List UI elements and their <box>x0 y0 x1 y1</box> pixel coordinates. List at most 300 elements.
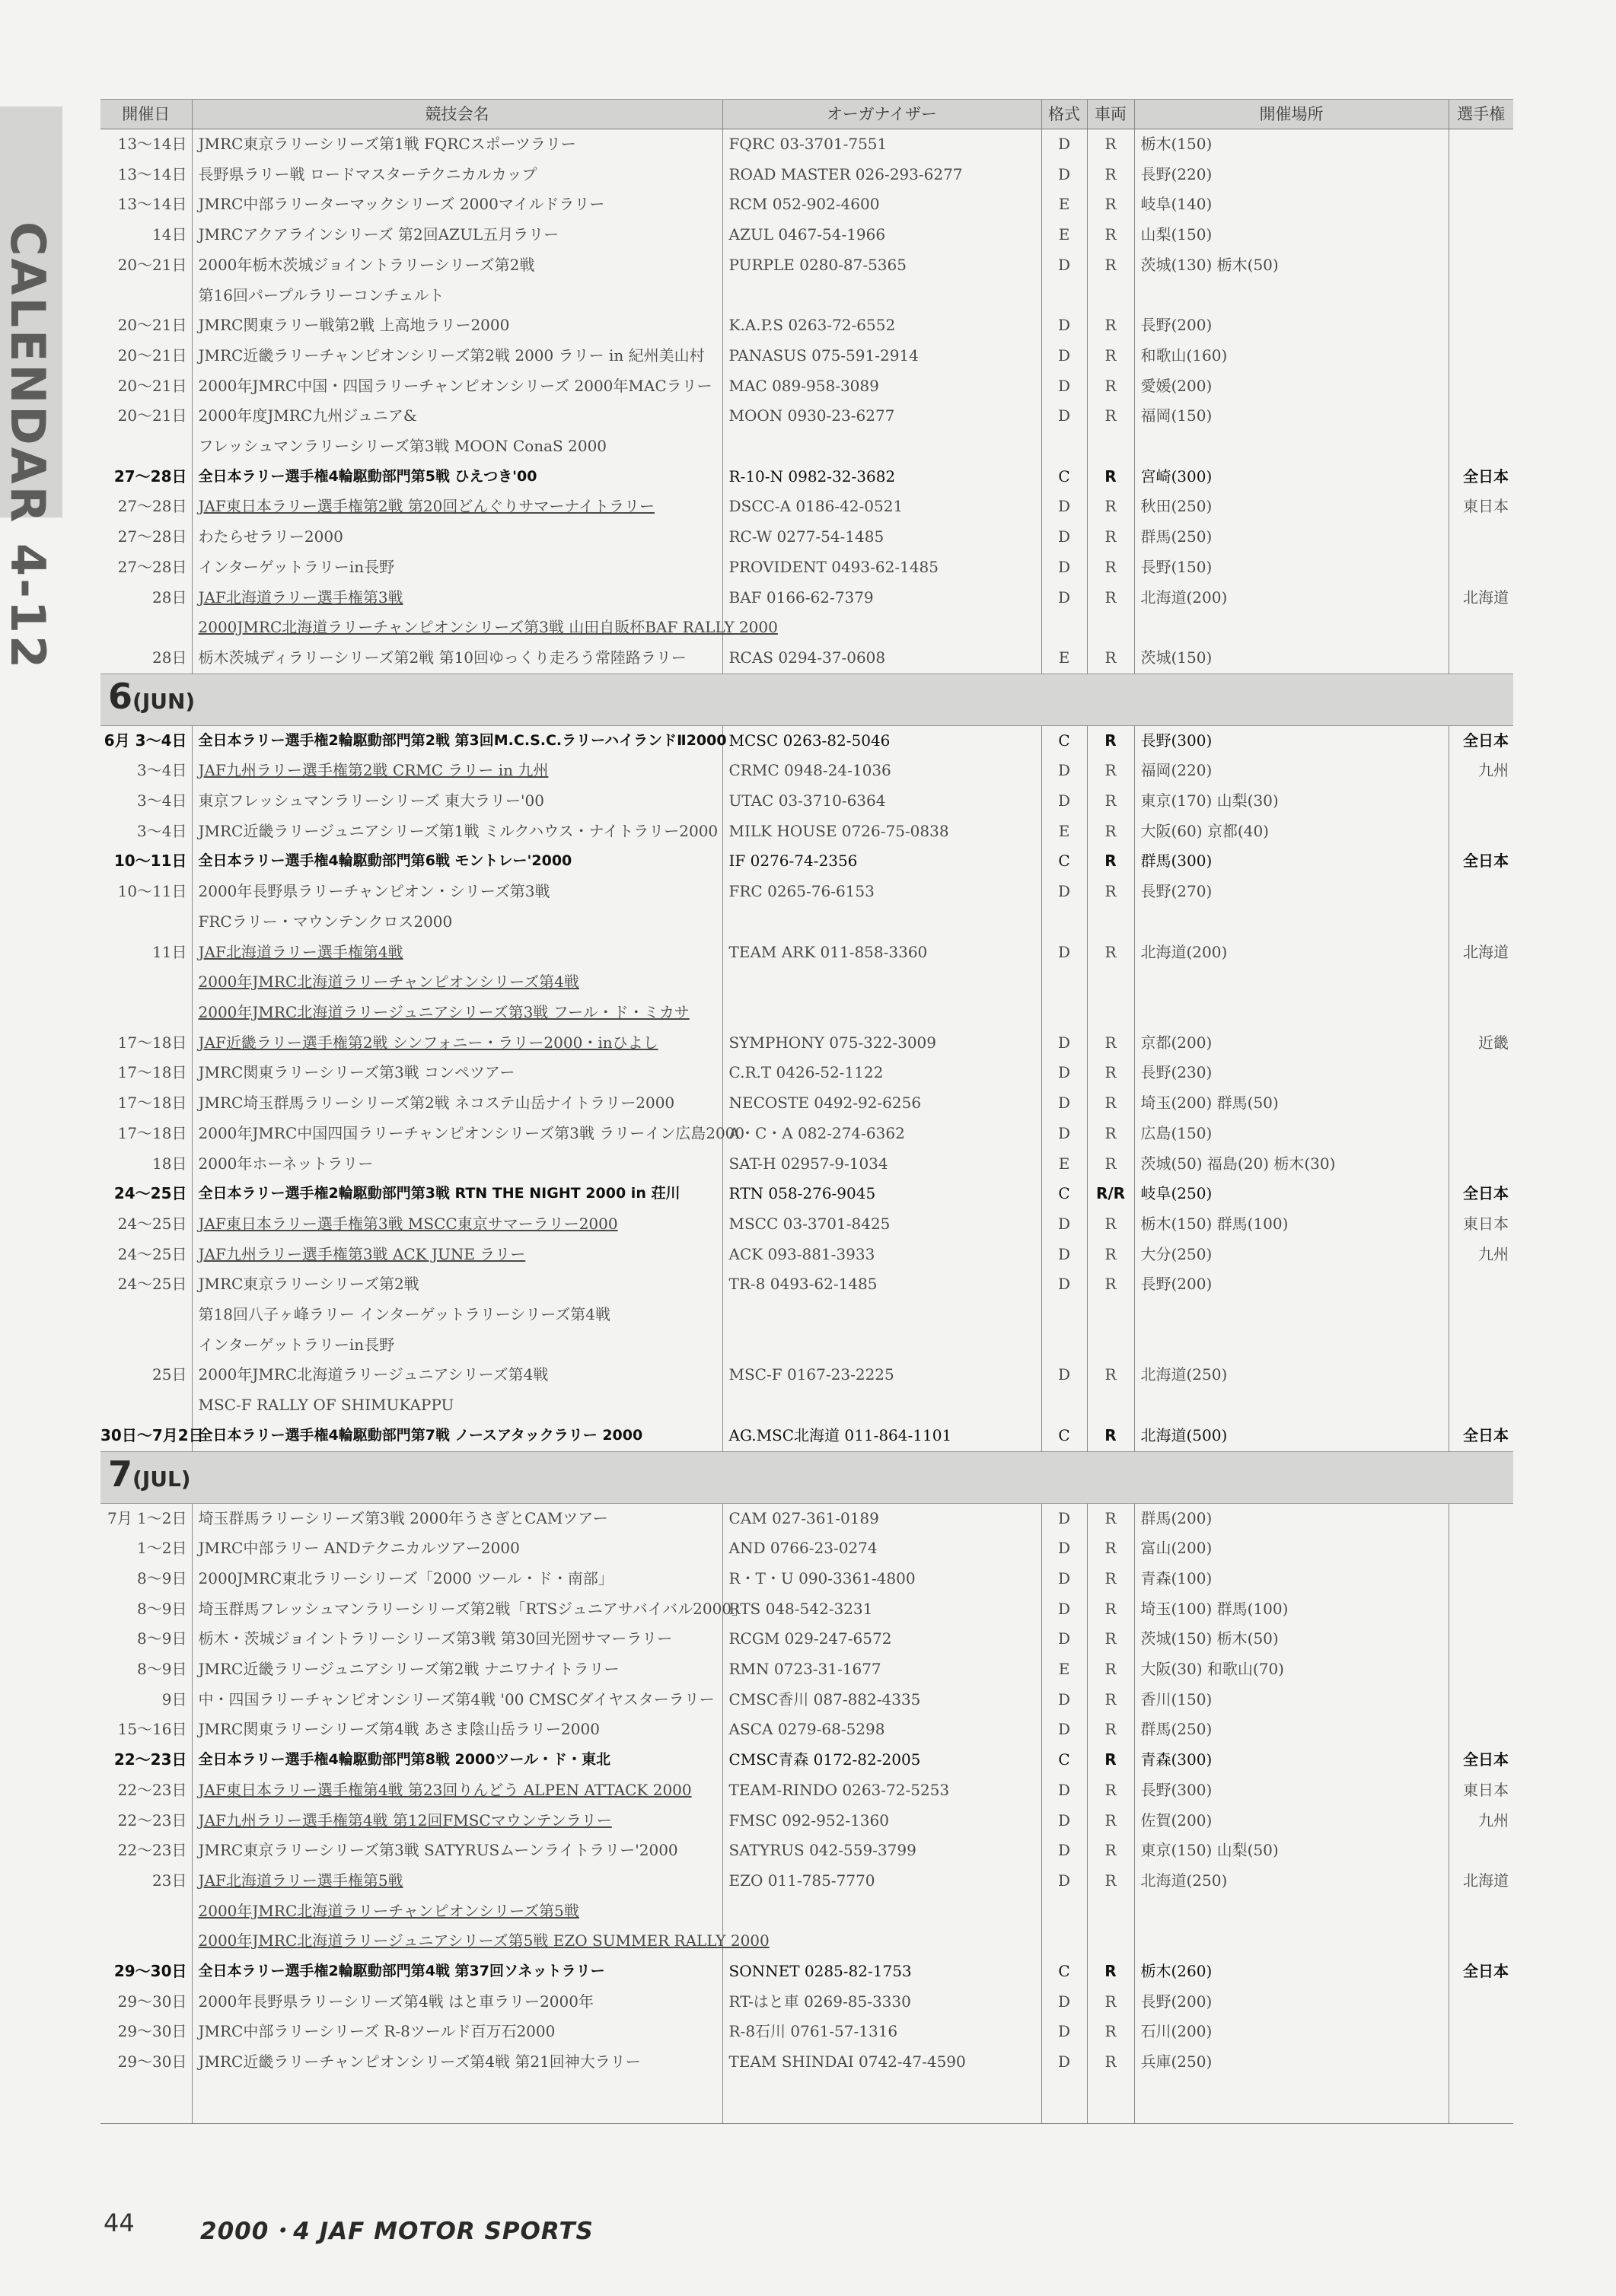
header-championship: 選手権 <box>1449 100 1513 129</box>
organizer-cell <box>722 1330 1041 1361</box>
organizer-cell <box>722 1926 1041 1957</box>
vehicle-cell <box>1087 1330 1134 1361</box>
date-cell: 27～28日 <box>117 527 187 546</box>
event-name-cell: 2000年JMRC北海道ラリーチャンピオンシリーズ第4戦 <box>192 967 722 998</box>
table-row <box>100 643 1513 674</box>
event-name-cell: 栃木茨城ディラリーシリーズ第2戦 第10回ゆっくり走ろう常陸路ラリー <box>192 643 722 674</box>
date-cell: 3～4日 <box>137 761 187 780</box>
table-row <box>100 725 1513 756</box>
organizer-cell: FMSC 092-952-1360 <box>722 1806 1041 1836</box>
format-cell: D <box>1041 1533 1087 1564</box>
sidebar-label: CALENDAR 4-12 <box>0 221 56 671</box>
date-cell: 30日～7月2日 <box>100 1425 204 1444</box>
date-cell: 22～23日 <box>117 1780 187 1799</box>
date-cell <box>100 1300 192 1330</box>
organizer-cell: BAF 0166-62-7379 <box>722 583 1041 613</box>
event-name-cell: JAF北海道ラリー選手権第3戦 <box>192 583 722 613</box>
event-name-cell: 2000年長野県ラリーチャンピオン・シリーズ第3戦 <box>192 877 722 907</box>
event-name-cell: 2000年度JMRC九州ジュニア& <box>192 401 722 431</box>
format-cell: D <box>1041 341 1087 371</box>
vehicle-cell: R <box>1087 817 1134 847</box>
format-cell: D <box>1041 1028 1087 1059</box>
organizer-cell <box>722 907 1041 938</box>
event-name-cell: 東京フレッシュマンラリーシリーズ 東大ラリー'00 <box>192 786 722 817</box>
organizer-cell: MCSC 0263-82-5046 <box>722 725 1041 756</box>
vehicle-cell: R <box>1087 583 1134 613</box>
table-header-row <box>100 100 1513 129</box>
venue-cell: 北海道(200) <box>1134 938 1449 968</box>
vehicle-cell: R <box>1087 1957 1134 1987</box>
vehicle-cell: R <box>1087 341 1134 371</box>
championship-cell <box>1449 643 1513 674</box>
championship-cell: 北海道 <box>1449 583 1513 613</box>
venue-cell: 東京(150) 山梨(50) <box>1134 1836 1449 1866</box>
event-name-cell: わたらせラリー2000 <box>192 522 722 553</box>
table-row <box>100 1836 1513 1866</box>
organizer-cell: MSC-F 0167-23-2225 <box>722 1360 1041 1390</box>
event-name-cell: 2000年ホーネットラリー <box>192 1149 722 1180</box>
event-name-cell: 長野県ラリー戦 ロードマスターテクニカルカップ <box>192 160 722 190</box>
venue-cell: 長野(230) <box>1134 1058 1449 1088</box>
table-row <box>100 1503 1513 1533</box>
championship-cell: 全日本 <box>1449 1421 1513 1451</box>
championship-cell: 全日本 <box>1449 1179 1513 1209</box>
table-row <box>100 1028 1513 1059</box>
calendar-sidebar-tab <box>0 107 62 671</box>
organizer-cell: TEAM ARK 011-858-3360 <box>722 938 1041 968</box>
venue-cell: 東京(170) 山梨(30) <box>1134 786 1449 817</box>
championship-cell: 九州 <box>1449 1240 1513 1270</box>
championship-cell: 全日本 <box>1449 846 1513 877</box>
championship-cell <box>1449 310 1513 341</box>
vehicle-cell: R <box>1087 2017 1134 2047</box>
vehicle-cell: R <box>1087 553 1134 583</box>
event-name-cell: JAF東日本ラリー選手権第3戦 MSCC東京サマーラリー2000 <box>192 1209 722 1240</box>
organizer-cell: FQRC 03-3701-7551 <box>722 129 1041 160</box>
championship-cell <box>1449 1503 1513 1533</box>
vehicle-cell: R <box>1087 250 1134 281</box>
organizer-cell <box>722 1896 1041 1927</box>
organizer-cell <box>722 281 1041 311</box>
event-name-cell: FRCラリー・マウンテンクロス2000 <box>192 907 722 938</box>
table-row <box>100 786 1513 817</box>
venue-cell: 長野(200) <box>1134 1269 1449 1300</box>
table-row <box>100 1149 1513 1180</box>
page-number: 44 <box>104 2208 135 2237</box>
organizer-cell: R・T・U 090-3361-4800 <box>722 1564 1041 1594</box>
venue-cell: 北海道(500) <box>1134 1421 1449 1451</box>
vehicle-cell: R <box>1087 1088 1134 1119</box>
event-name-cell: 2000年JMRC中国・四国ラリーチャンピオンシリーズ 2000年MACラリー <box>192 371 722 402</box>
event-name-cell: 第16回パープルラリーコンチェルト <box>192 281 722 311</box>
date-cell: 24～25日 <box>117 1275 187 1294</box>
championship-cell <box>1449 553 1513 583</box>
organizer-cell: PANASUS 075-591-2914 <box>722 341 1041 371</box>
championship-cell: 全日本 <box>1449 725 1513 756</box>
vehicle-cell: R <box>1087 401 1134 431</box>
table-row <box>100 220 1513 250</box>
event-name-cell: JMRC関東ラリー戦第2戦 上高地ラリー2000 <box>192 310 722 341</box>
format-cell: E <box>1041 220 1087 250</box>
table-row <box>100 1390 1513 1421</box>
date-cell <box>100 1390 192 1421</box>
table-row <box>100 401 1513 431</box>
format-cell: D <box>1041 553 1087 583</box>
format-cell: D <box>1041 522 1087 553</box>
event-name-cell: JMRC近畿ラリーチャンピオンシリーズ第4戦 第21回神大ラリー <box>192 2047 722 2078</box>
month-number: 6 <box>108 675 133 717</box>
vehicle-cell: R <box>1087 1866 1134 1896</box>
vehicle-cell <box>1087 281 1134 311</box>
event-name-cell: JAF東日本ラリー選手権第2戦 第20回どんぐりサマーナイトラリー <box>192 492 722 522</box>
venue-cell <box>1134 998 1449 1028</box>
organizer-cell: K.A.P.S 0263-72-6552 <box>722 310 1041 341</box>
championship-cell <box>1449 877 1513 907</box>
table-row <box>100 1987 1513 2017</box>
event-name-cell: JMRC近畿ラリージュニアシリーズ第2戦 ナニワナイトラリー <box>192 1654 722 1685</box>
venue-cell: 富山(200) <box>1134 1533 1449 1564</box>
venue-cell: 埼玉(100) 群馬(100) <box>1134 1594 1449 1625</box>
championship-cell <box>1449 1896 1513 1927</box>
month-number: 7 <box>108 1453 133 1495</box>
vehicle-cell <box>1087 613 1134 643</box>
organizer-cell <box>722 1390 1041 1421</box>
format-cell <box>1041 1390 1087 1421</box>
event-name-cell: インターゲットラリーin長野 <box>192 553 722 583</box>
vehicle-cell: R <box>1087 160 1134 190</box>
vehicle-cell <box>1087 907 1134 938</box>
championship-cell <box>1449 431 1513 462</box>
date-cell: 10～11日 <box>113 852 187 871</box>
table-row <box>100 1240 1513 1270</box>
event-name-cell: JMRC近畿ラリージュニアシリーズ第1戦 ミルクハウス・ナイトラリー2000 <box>192 817 722 847</box>
table-row <box>100 1360 1513 1390</box>
vehicle-cell: R <box>1087 310 1134 341</box>
date-cell: 17～18日 <box>117 1094 187 1113</box>
venue-cell: 愛媛(200) <box>1134 371 1449 402</box>
event-name-cell: JMRC中部ラリーターマックシリーズ 2000マイルドラリー <box>192 189 722 220</box>
vehicle-cell: R <box>1087 1119 1134 1149</box>
vehicle-cell <box>1087 967 1134 998</box>
table-row <box>100 1957 1513 1987</box>
championship-cell: 近畿 <box>1449 1028 1513 1059</box>
championship-cell <box>1449 1360 1513 1390</box>
format-cell: D <box>1041 1715 1087 1745</box>
table-row <box>100 1119 1513 1149</box>
organizer-cell: RMN 0723-31-1677 <box>722 1654 1041 1685</box>
table-row <box>100 1088 1513 1119</box>
format-cell: D <box>1041 371 1087 402</box>
event-name-cell: JAF北海道ラリー選手権第5戦 <box>192 1866 722 1896</box>
date-cell: 17～18日 <box>117 1063 187 1082</box>
date-cell: 24～25日 <box>117 1244 187 1263</box>
event-name-cell: 2000年栃木茨城ジョイントラリーシリーズ第2戦 <box>192 250 722 281</box>
organizer-cell: RTS 048-542-3231 <box>722 1594 1041 1625</box>
format-cell: E <box>1041 1149 1087 1180</box>
event-name-cell: 栃木・茨城ジョイントラリーシリーズ第3戦 第30回光圀サマーラリー <box>192 1624 722 1654</box>
vehicle-cell: R <box>1087 1775 1134 1806</box>
table-row <box>100 1179 1513 1209</box>
date-cell: 28日 <box>152 648 187 667</box>
event-name-cell: 埼玉群馬ラリーシリーズ第3戦 2000年うさぎとCAMツアー <box>192 1503 722 1533</box>
organizer-cell: FRC 0265-76-6153 <box>722 877 1041 907</box>
empty-cell <box>192 2078 722 2124</box>
championship-cell: 東日本 <box>1449 1209 1513 1240</box>
championship-cell <box>1449 522 1513 553</box>
event-name-cell: インターゲットラリーin長野 <box>192 1330 722 1361</box>
venue-cell <box>1134 1390 1449 1421</box>
table-row <box>100 1896 1513 1927</box>
table-row <box>100 281 1513 311</box>
table-row <box>100 1058 1513 1088</box>
table-row <box>100 938 1513 968</box>
organizer-cell: CAM 027-361-0189 <box>722 1503 1041 1533</box>
vehicle-cell: R <box>1087 189 1134 220</box>
venue-cell: 栃木(260) <box>1134 1957 1449 1987</box>
format-cell: D <box>1041 877 1087 907</box>
date-cell: 25日 <box>152 1365 187 1384</box>
championship-cell: 全日本 <box>1449 1745 1513 1775</box>
organizer-cell: EZO 011-785-7770 <box>722 1866 1041 1896</box>
date-cell: 20～21日 <box>117 346 187 365</box>
venue-cell: 栃木(150) 群馬(100) <box>1134 1209 1449 1240</box>
format-cell <box>1041 1330 1087 1361</box>
date-cell <box>100 613 192 643</box>
organizer-cell: UTAC 03-3710-6364 <box>722 786 1041 817</box>
event-name-cell: 全日本ラリー選手権4輪駆動部門第6戦 モントレー'2000 <box>192 846 722 877</box>
rally-calendar-table <box>100 99 1513 2124</box>
vehicle-cell: R <box>1087 129 1134 160</box>
championship-cell <box>1449 817 1513 847</box>
organizer-cell: AND 0766-23-0274 <box>722 1533 1041 1564</box>
date-cell: 13～14日 <box>117 164 187 183</box>
vehicle-cell: R <box>1087 1269 1134 1300</box>
event-name-cell: JMRC東京ラリーシリーズ第3戦 SATYRUSムーンライトラリー'2000 <box>192 1836 722 1866</box>
championship-cell <box>1449 220 1513 250</box>
venue-cell: 京都(200) <box>1134 1028 1449 1059</box>
organizer-cell: RTN 058-276-9045 <box>722 1179 1041 1209</box>
venue-cell: 香川(150) <box>1134 1685 1449 1715</box>
event-name-cell: 全日本ラリー選手権4輪駆動部門第5戦 ひえつき'00 <box>192 462 722 492</box>
header-venue: 開催場所 <box>1134 100 1449 129</box>
vehicle-cell: R <box>1087 1209 1134 1240</box>
organizer-cell: DSCC-A 0186-42-0521 <box>722 492 1041 522</box>
vehicle-cell: R <box>1087 756 1134 786</box>
vehicle-cell <box>1087 1390 1134 1421</box>
organizer-cell: RCM 052-902-4600 <box>722 189 1041 220</box>
vehicle-cell: R <box>1087 846 1134 877</box>
table-row <box>100 1806 1513 1836</box>
organizer-cell: ACK 093-881-3933 <box>722 1240 1041 1270</box>
championship-cell: 九州 <box>1449 1806 1513 1836</box>
format-cell: D <box>1041 1564 1087 1594</box>
event-name-cell: 2000年長野県ラリーシリーズ第4戦 はと車ラリー2000年 <box>192 1987 722 2017</box>
date-cell: 8～9日 <box>137 1568 187 1587</box>
event-name-cell: 2000年JMRC北海道ラリージュニアシリーズ第3戦 フール・ド・ミカサ <box>192 998 722 1028</box>
organizer-cell: RT-はと車 0269-85-3330 <box>722 1987 1041 2017</box>
table-row <box>100 1564 1513 1594</box>
championship-cell <box>1449 401 1513 431</box>
venue-cell: 福岡(220) <box>1134 756 1449 786</box>
championship-cell <box>1449 1987 1513 2017</box>
date-cell: 29～30日 <box>117 2052 187 2071</box>
date-cell: 23日 <box>152 1871 187 1890</box>
venue-cell <box>1134 1330 1449 1361</box>
venue-cell: 群馬(300) <box>1134 846 1449 877</box>
event-name-cell: 2000年JMRC北海道ラリーチャンピオンシリーズ第5戦 <box>192 1896 722 1927</box>
championship-cell <box>1449 1149 1513 1180</box>
championship-cell <box>1449 1058 1513 1088</box>
event-name-cell: JMRC近畿ラリーチャンピオンシリーズ第2戦 2000 ラリー in 紀州美山村 <box>192 341 722 371</box>
date-cell: 20～21日 <box>117 376 187 395</box>
date-cell <box>100 1896 192 1927</box>
championship-cell <box>1449 1300 1513 1330</box>
venue-cell: 長野(300) <box>1134 725 1449 756</box>
event-name-cell: JMRC関東ラリーシリーズ第3戦 コンペツアー <box>192 1058 722 1088</box>
organizer-cell: PROVIDENT 0493-62-1485 <box>722 553 1041 583</box>
vehicle-cell: R <box>1087 1058 1134 1088</box>
venue-cell: 長野(150) <box>1134 553 1449 583</box>
format-cell: D <box>1041 1594 1087 1625</box>
header-vehicle: 車両 <box>1087 100 1134 129</box>
format-cell <box>1041 281 1087 311</box>
vehicle-cell: R <box>1087 786 1134 817</box>
venue-cell: 大分(250) <box>1134 1240 1449 1270</box>
date-cell: 6月 3～4日 <box>104 731 187 750</box>
venue-cell: 大阪(30) 和歌山(70) <box>1134 1654 1449 1685</box>
format-cell: E <box>1041 643 1087 674</box>
vehicle-cell: R <box>1087 2047 1134 2078</box>
championship-cell <box>1449 2047 1513 2078</box>
format-cell: C <box>1041 1745 1087 1775</box>
date-cell: 28日 <box>152 588 187 607</box>
table-row <box>100 189 1513 220</box>
date-cell: 17～18日 <box>117 1123 187 1142</box>
event-name-cell: JMRC中部ラリー ANDテクニカルツアー2000 <box>192 1533 722 1564</box>
month-header <box>100 674 1513 725</box>
date-cell: 7月 1～2日 <box>107 1508 187 1527</box>
championship-cell <box>1449 1654 1513 1685</box>
date-cell: 29～30日 <box>117 1992 187 2011</box>
event-name-cell: 2000JMRC東北ラリーシリーズ「2000 ツール・ド・南部」 <box>192 1564 722 1594</box>
table-row <box>100 1745 1513 1775</box>
vehicle-cell: R <box>1087 938 1134 968</box>
header-format: 格式 <box>1041 100 1087 129</box>
event-name-cell: JAF九州ラリー選手権第4戦 第12回FMSCマウンテンラリー <box>192 1806 722 1836</box>
organizer-cell <box>722 998 1041 1028</box>
organizer-cell: MAC 089-958-3089 <box>722 371 1041 402</box>
event-name-cell: JMRC東京ラリーシリーズ第1戦 FQRCスポーツラリー <box>192 129 722 160</box>
championship-cell: 北海道 <box>1449 1866 1513 1896</box>
format-cell: D <box>1041 2047 1087 2078</box>
event-name-cell: JMRC中部ラリーシリーズ R-8ツールド百万石2000 <box>192 2017 722 2047</box>
table-row <box>100 371 1513 402</box>
month-header <box>100 1451 1513 1503</box>
organizer-cell: CRMC 0948-24-1036 <box>722 756 1041 786</box>
organizer-cell: AG.MSC北海道 011-864-1101 <box>722 1421 1041 1451</box>
date-cell: 22～23日 <box>113 1750 187 1769</box>
championship-cell <box>1449 1685 1513 1715</box>
organizer-cell: TR-8 0493-62-1485 <box>722 1269 1041 1300</box>
date-cell: 27～28日 <box>117 557 187 576</box>
championship-cell <box>1449 1836 1513 1866</box>
vehicle-cell: R <box>1087 220 1134 250</box>
vehicle-cell <box>1087 1896 1134 1927</box>
vehicle-cell: R <box>1087 1421 1134 1451</box>
format-cell <box>1041 1926 1087 1957</box>
vehicle-cell <box>1087 1300 1134 1330</box>
vehicle-cell: R <box>1087 522 1134 553</box>
organizer-cell: A・C・A 082-274-6362 <box>722 1119 1041 1149</box>
format-cell: D <box>1041 1119 1087 1149</box>
venue-cell: 佐賀(200) <box>1134 1806 1449 1836</box>
date-cell: 22～23日 <box>117 1841 187 1860</box>
organizer-cell: TEAM SHINDAI 0742-47-4590 <box>722 2047 1041 2078</box>
organizer-cell: NECOSTE 0492-92-6256 <box>722 1088 1041 1119</box>
venue-cell: 長野(270) <box>1134 877 1449 907</box>
format-cell: D <box>1041 1685 1087 1715</box>
table-row <box>100 1624 1513 1654</box>
date-cell: 11日 <box>152 942 187 961</box>
championship-cell <box>1449 786 1513 817</box>
table-row <box>100 522 1513 553</box>
table-row <box>100 1421 1513 1451</box>
format-cell: D <box>1041 1269 1087 1300</box>
date-cell: 3～4日 <box>137 791 187 810</box>
vehicle-cell: R <box>1087 371 1134 402</box>
date-cell: 29～30日 <box>117 2022 187 2041</box>
format-cell: D <box>1041 786 1087 817</box>
date-cell: 20～21日 <box>117 255 187 274</box>
table-body <box>100 129 1513 2124</box>
event-name-cell: 中・四国ラリーチャンピオンシリーズ第4戦 '00 CMSCダイヤスターラリー <box>192 1685 722 1715</box>
date-cell: 24～25日 <box>113 1184 187 1203</box>
format-cell: D <box>1041 1240 1087 1270</box>
month-abbreviation: (JUL) <box>132 1466 191 1492</box>
table-row <box>100 877 1513 907</box>
date-cell <box>100 1330 192 1361</box>
organizer-cell: RCAS 0294-37-0608 <box>722 643 1041 674</box>
table-row <box>100 250 1513 281</box>
table-row <box>100 553 1513 583</box>
organizer-cell: CMSC青森 0172-82-2005 <box>722 1745 1041 1775</box>
date-cell: 17～18日 <box>117 1033 187 1052</box>
venue-cell <box>1134 967 1449 998</box>
date-cell: 8～9日 <box>137 1629 187 1648</box>
date-cell: 20～21日 <box>117 316 187 335</box>
venue-cell: 北海道(250) <box>1134 1866 1449 1896</box>
venue-cell <box>1134 1896 1449 1927</box>
format-cell: D <box>1041 310 1087 341</box>
championship-cell <box>1449 1624 1513 1654</box>
vehicle-cell: R <box>1087 1654 1134 1685</box>
table-row <box>100 1685 1513 1715</box>
venue-cell: 青森(300) <box>1134 1745 1449 1775</box>
organizer-cell: SAT-H 02957-9-1034 <box>722 1149 1041 1180</box>
event-name-cell: JAF北海道ラリー選手権第4戦 <box>192 938 722 968</box>
event-name-cell: JMRCアクアラインシリーズ 第2回AZUL五月ラリー <box>192 220 722 250</box>
venue-cell <box>1134 431 1449 462</box>
vehicle-cell: R <box>1087 1715 1134 1745</box>
format-cell: D <box>1041 1987 1087 2017</box>
organizer-cell: R-8石川 0761-57-1316 <box>722 2017 1041 2047</box>
venue-cell: 大阪(60) 京都(40) <box>1134 817 1449 847</box>
table-row <box>100 129 1513 160</box>
organizer-cell: C.R.T 0426-52-1122 <box>722 1058 1041 1088</box>
table-row <box>100 907 1513 938</box>
championship-cell <box>1449 1564 1513 1594</box>
organizer-cell: SYMPHONY 075-322-3009 <box>722 1028 1041 1059</box>
